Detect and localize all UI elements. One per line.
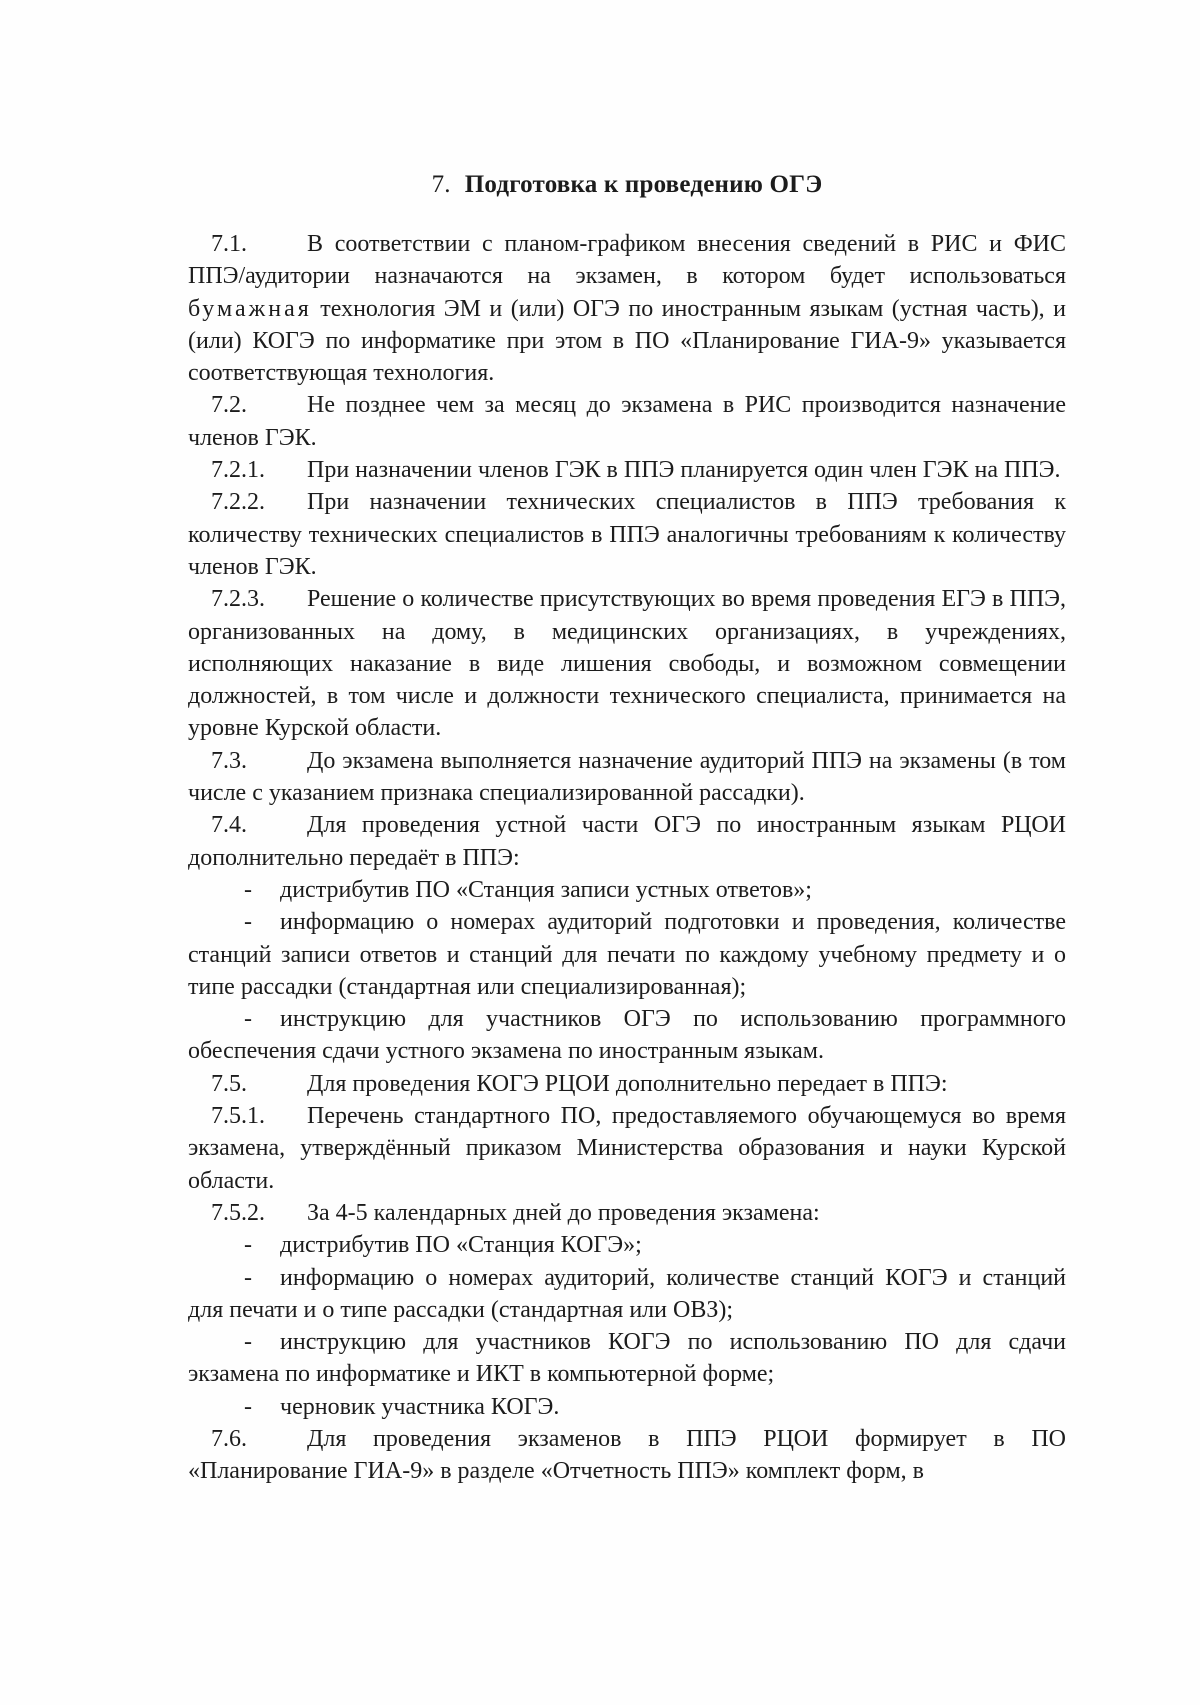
paragraph-label: 7.1. [211, 231, 247, 257]
paragraph-text: Решение о количестве присутствующих во время проведения ЕГЭ в ППЭ, организованных на дому, в медицинских организациях, в учреждениях, исполняющих наказание в виде лишения свободы, и возможном совмещении должностей, в том числе и должности технического специалиста, принимается на уровне Курской области. [188, 586, 1066, 742]
section-heading [188, 168, 1066, 202]
paragraph-7-5-1 [188, 1100, 1066, 1197]
paragraph-text: Перечень стандартного ПО, предоставляемого обучающемуся во время экзамена, утверждённый приказом Министерства образования и науки Курской области. [188, 1103, 1066, 1194]
paragraph-text: Для проведения КОГЭ РЦОИ дополнительно передает в ППЭ: [307, 1070, 948, 1097]
dash-marker: - [244, 1264, 252, 1291]
paragraph-text: При назначении членов ГЭК в ППЭ планируется один член ГЭК на ППЭ. [307, 457, 1061, 484]
list-item [188, 1229, 1066, 1261]
list-item [188, 874, 1066, 906]
paragraph-text: При назначении технических специалистов в ППЭ требования к количеству технических специалистов в ППЭ аналогичны требованиям к количеству членов ГЭК. [188, 489, 1066, 580]
paragraph-label: 7.5.2. [211, 1199, 265, 1226]
paragraph-7-1 [188, 228, 1066, 389]
paragraph-7-2-1 [188, 454, 1066, 486]
list-item-text: черновик участника КОГЭ. [280, 1393, 560, 1420]
paragraph-label: 7.2.1. [211, 457, 265, 484]
dash-marker: - [244, 1232, 252, 1259]
list-item [188, 1262, 1066, 1327]
list-item-text: инструкцию для участников ОГЭ по использованию программного обеспечения сдачи устного экзамена по иностранным языкам. [188, 1006, 1066, 1065]
paragraph-text: Для проведения экзаменов в ППЭ РЦОИ формирует в ПО «Планирование ГИА-9» в разделе «Отчетность ППЭ» комплект форм, в [188, 1425, 1066, 1485]
paragraph-label: 7.5. [211, 1070, 247, 1097]
document-body [188, 168, 1066, 1488]
list-item-text: информацию о номерах аудиторий, количестве станций КОГЭ и станций для печати и о типе рассадки (стандартная или ОВЗ); [188, 1264, 1066, 1323]
list-item [188, 906, 1066, 1003]
paragraph-text: За 4-5 календарных дней до проведения экзамена: [307, 1199, 820, 1226]
dash-marker: - [244, 909, 252, 936]
section-number: 7. [431, 171, 451, 198]
paragraph-7-5-2 [188, 1197, 1066, 1229]
paragraph-7-2-3 [188, 583, 1066, 744]
list-item-text: информацию о номерах аудиторий подготовки и проведения, количестве станций записи ответов и станций для печати по каждому учебному предмету и о типе рассадки (стандартная или специализированная); [188, 909, 1066, 1000]
paragraph-7-3 [188, 745, 1066, 810]
list-item-text: дистрибутив ПО «Станция записи устных ответов»; [280, 876, 812, 903]
list-item-text: дистрибутив ПО «Станция КОГЭ»; [280, 1232, 642, 1259]
dash-marker: - [244, 1006, 252, 1033]
paragraph-label: 7.2.2. [211, 489, 265, 516]
paragraph-text: Не позднее чем за месяц до экзамена в РИС производится назначение членов ГЭК. [188, 392, 1066, 451]
paragraph-7-4 [188, 809, 1066, 874]
dash-marker: - [244, 876, 252, 903]
paragraph-label: 7.6. [211, 1425, 247, 1452]
list-item-text: инструкцию для участников КОГЭ по использованию ПО для сдачи экзамена по информатике и ИКТ в компьютерной форме; [188, 1329, 1066, 1388]
section-title: Подготовка к проведению ОГЭ [464, 171, 823, 198]
paragraph-label: 7.5.1. [211, 1103, 265, 1130]
list-item [188, 1326, 1066, 1391]
paragraph-text: В соответствии с планом-графиком внесения сведений в РИС и ФИС ППЭ/аудитории назначаются на экзамен, в котором будет использоваться [188, 231, 1066, 290]
paragraph-7-2-2 [188, 486, 1066, 583]
paragraph-label: 7.2.3. [211, 586, 265, 613]
paragraph-text: Для проведения устной части ОГЭ по иностранным языкам РЦОИ дополнительно передаёт в ППЭ: [188, 812, 1066, 871]
dash-marker: - [244, 1329, 252, 1356]
paragraph-label: 7.3. [211, 747, 247, 774]
paragraph-7-2 [188, 389, 1066, 454]
paragraph-emphasis: бумажная [188, 295, 312, 322]
list-item [188, 1391, 1066, 1423]
paragraph-label: 7.2. [211, 392, 247, 419]
paragraph-7-6 [188, 1423, 1066, 1488]
paragraph-label: 7.4. [211, 812, 247, 839]
list-item [188, 1003, 1066, 1068]
dash-marker: - [244, 1393, 252, 1420]
paragraph-text: технология ЭМ и (или) ОГЭ по иностранным языкам (устная часть), и (или) КОГЭ по информатике при этом в ПО «Планирование ГИА-9» указывается соответствующая технология. [188, 295, 1066, 387]
paragraph-text: До экзамена выполняется назначение аудиторий ППЭ на экзамены (в том числе с указанием признака специализированной рассадки). [188, 747, 1066, 807]
paragraph-7-5 [188, 1068, 1066, 1100]
